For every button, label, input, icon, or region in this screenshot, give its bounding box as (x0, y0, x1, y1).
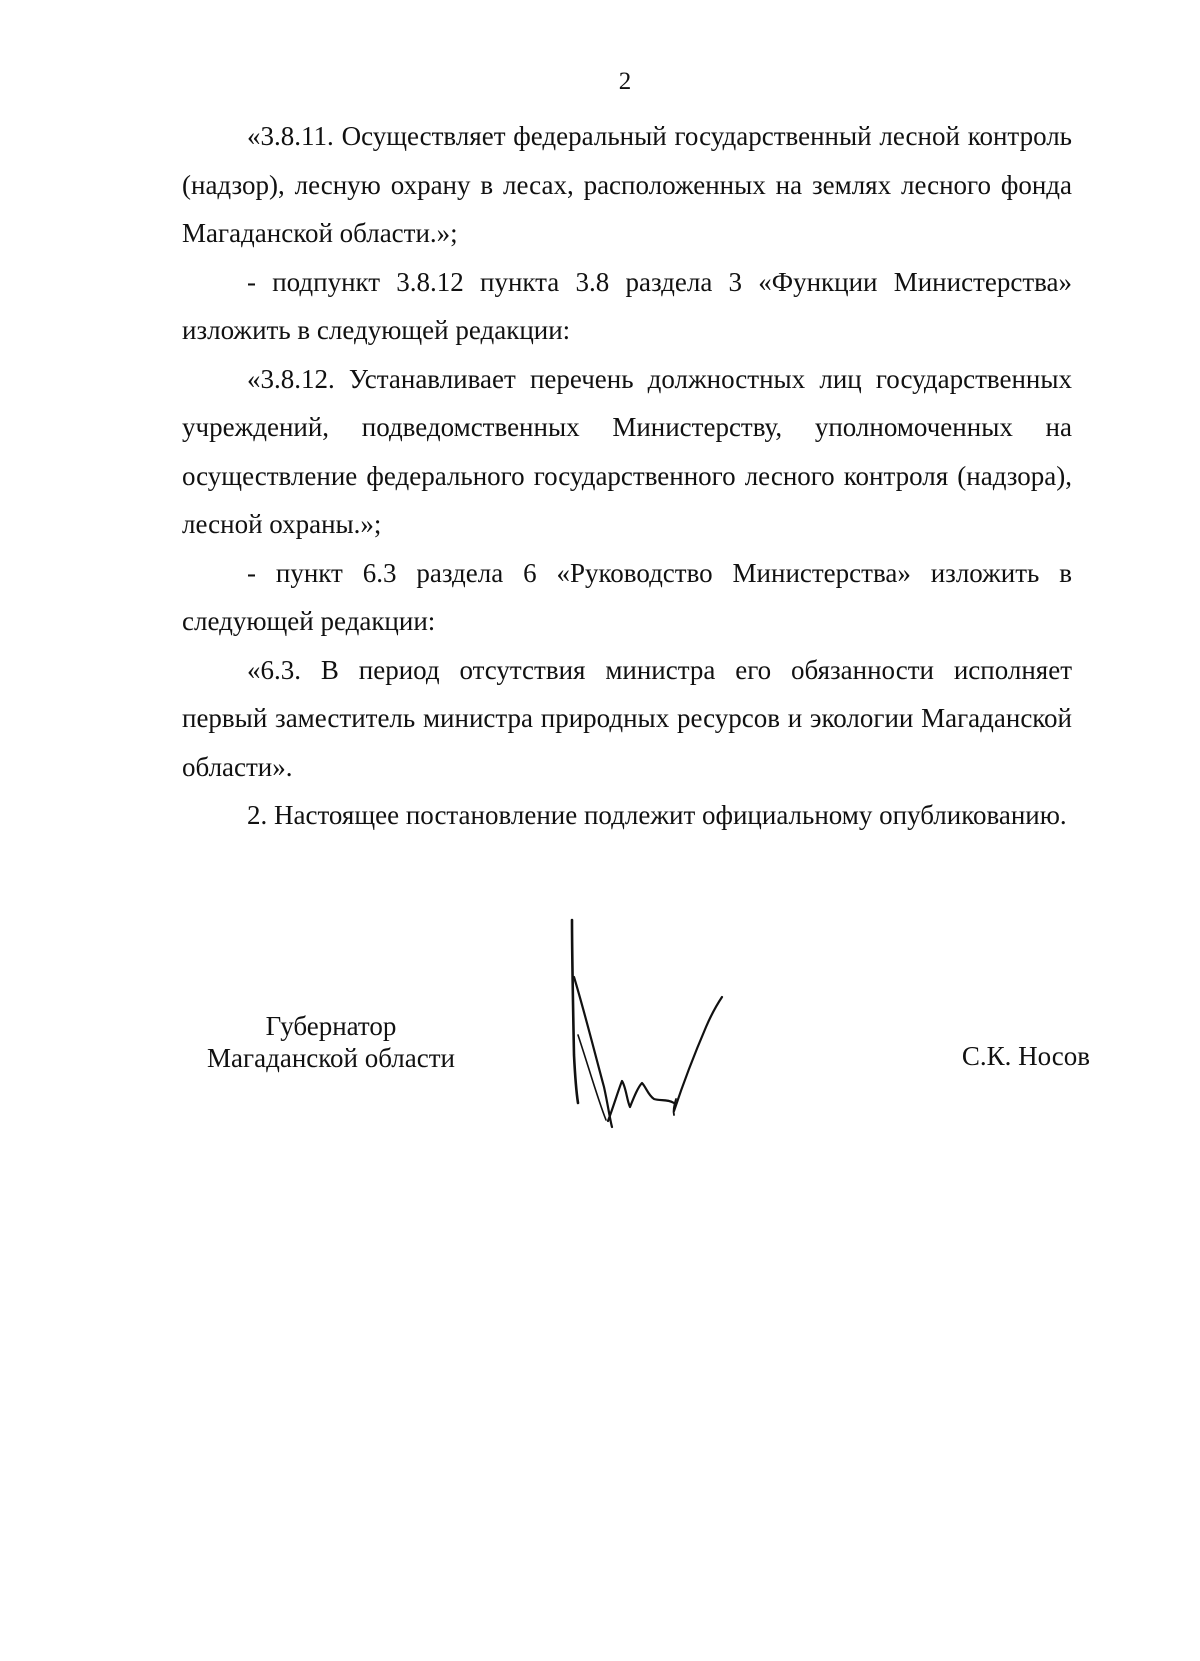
signatory-position-line2: Магаданской области (207, 1043, 455, 1073)
paragraph-3-8-11: «3.8.11. Осуществляет федеральный государственный лесной контроль (надзор), лесную охрану в лесах, расположенных на землях лесного фонда Магаданской области.»; (182, 121, 1072, 248)
paragraph-amend-6-3: - пункт 6.3 раздела 6 «Руководство Министерства» изложить в следующей редакции: (182, 557, 1072, 636)
handwritten-signature (570, 915, 770, 1155)
signatory-position (196, 1010, 466, 1074)
signatory-position-line1: Губернатор (265, 1011, 397, 1041)
paragraph-publication: 2. Настоящее постановление подлежит официальному опубликованию. (247, 800, 1067, 830)
signer-name: С.К. Носов (961, 1041, 1090, 1071)
paragraph-6-3: «6.3. В период отсутствия министра его обязанности исполняет первый заместитель министра природных ресурсов и экологии Магаданской области». (182, 654, 1072, 782)
paragraph-3-8-12: «3.8.12. Устанавливает перечень должностных лиц государственных учреждений, подведомственных Министерству, уполномоченных на осуществление федерального государственного лесного контроля (надзора), лесной охраны.»; (182, 363, 1072, 539)
paragraph-amend-3-8-12: - подпункт 3.8.12 пункта 3.8 раздела 3 «Функции Министерства» изложить в следующей редакции: (182, 266, 1072, 345)
document-body (182, 112, 1072, 840)
page-number: 2 (618, 68, 632, 95)
